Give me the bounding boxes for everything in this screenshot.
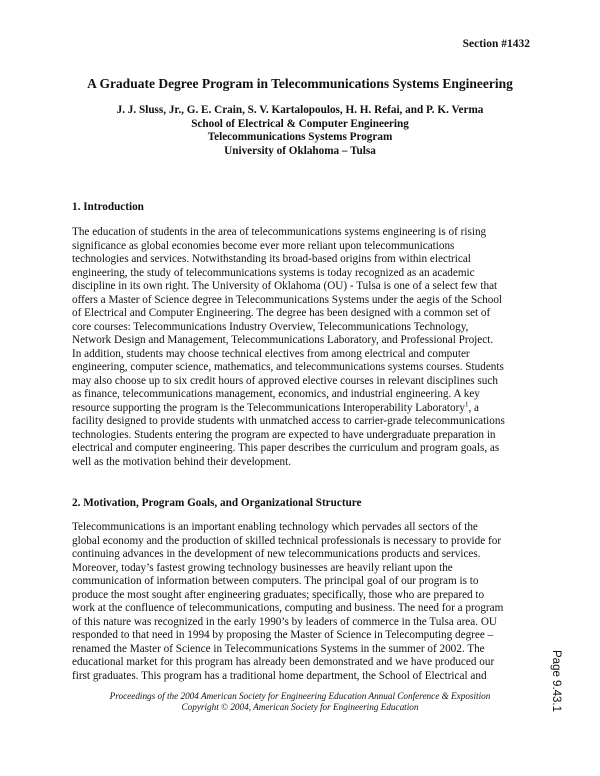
section-heading-introduction: 1. Introduction — [72, 201, 144, 213]
text-line: Network Design and Management, Telecommunications Laboratory, and Professional Project. — [72, 334, 494, 346]
text-line: In addition, students may choose technical electives from among electrical and computer — [72, 347, 470, 360]
affiliation-program: Telecommunications Systems Program — [207, 131, 393, 144]
text-line: continuing advances in the development of new telecommunications products and services. — [72, 548, 481, 560]
text-line: engineering, computer science, mathematics, and telecommunications systems courses. Students — [72, 361, 504, 373]
page-footer — [0, 691, 600, 713]
text-line: core courses: Telecommunications Industry Overview, Telecommunications Technology, — [72, 320, 469, 333]
text-line: Moreover, today’s fastest growing technology businesses are heavily reliant upon the — [72, 561, 453, 574]
text-line: of Electrical and Computer Engineering. The degree has been designed with a common set of — [72, 307, 491, 319]
text-line: of this nature was recognized in the early 1990’s by leaders of commerce in the Tulsa area. OU — [72, 615, 497, 628]
text-line: Telecommunications is an important enabling technology which pervades all sectors of the — [72, 521, 478, 533]
text-line: communication of information between computers. The principal goal of our program is to — [72, 575, 479, 587]
text-line: renamed the Master of Science in Telecommunications Systems in the summer of 2002. The — [72, 642, 485, 655]
author-block — [0, 104, 600, 158]
text-line: produce the most sought after engineering graduates; specifically, those who are prepared to — [72, 588, 485, 601]
text-line: technologies. Students entering the program are expected to have undergraduate preparation in — [72, 428, 496, 441]
section-number: Section #1432 — [462, 38, 530, 50]
text-line: work at the confluence of telecommunications, computing and business. The need for a program — [72, 602, 504, 614]
footer-copyright: Copyright © 2004, American Society for Engineering Education — [181, 702, 419, 712]
text-line-tail: , a — [468, 401, 480, 414]
text-line: offers a Master of Science degree in Telecommunications Systems under the aegis of the School — [72, 293, 503, 306]
footer-proceedings: Proceedings of the 2004 American Society for Engineering Education Annual Conference & Exposition — [109, 691, 491, 701]
text-line: may also choose up to six credit hours of approved elective courses in relevant disciplines such — [72, 374, 498, 387]
text-line: engineering, the study of telecommunications systems is today recognized as an academic — [72, 266, 475, 279]
text-line-with-footnote — [72, 399, 542, 416]
text-line: resource supporting the program is the Telecommunications Interoperability Laboratory — [72, 401, 465, 414]
text-line: significance as global economies become ever more reliant upon telecommunications — [72, 239, 455, 252]
text-line: well as the motivation behind their development. — [72, 455, 292, 468]
text-line: first graduates. This program has a traditional home department, the School of Electrical and — [72, 669, 487, 682]
section-heading-motivation: 2. Motivation, Program Goals, and Organizational Structure — [72, 497, 362, 509]
text-line: electrical and computer engineering. This paper describes the curriculum and program goals, as — [72, 442, 500, 454]
text-line: as finance, telecommunications management, economics, and industrial engineering. A key — [72, 388, 480, 400]
affiliation-school: School of Electrical & Computer Engineering — [191, 117, 409, 130]
text-line: technologies and services. Notwithstanding its broad-based origins from within electrical — [72, 253, 471, 265]
footnote-mark: 1 — [464, 399, 469, 408]
text-line: The education of students in the area of telecommunications systems engineering is of rising — [72, 226, 487, 238]
text-line: educational market for this program has already been demonstrated and we have produced our — [72, 656, 495, 668]
text-line: facility designed to provide students with unmatched access to carrier-grade telecommunications — [72, 415, 505, 427]
motivation-paragraph — [72, 521, 542, 683]
introduction-paragraph — [72, 226, 542, 469]
text-line: responded to that need in 1994 by proposing the Master of Science in Telecomputing degree – — [72, 629, 494, 641]
text-line: discipline in its own right. The University of Oklahoma (OU) - Tulsa is one of a select few that — [72, 280, 498, 292]
authors: J. J. Sluss, Jr., G. E. Crain, S. V. Kartalopoulos, H. H. Refai, and P. K. Verma — [116, 104, 484, 116]
paper-title: A Graduate Degree Program in Telecommunications Systems Engineering — [87, 76, 513, 91]
affiliation-university: University of Oklahoma – Tulsa — [224, 144, 376, 157]
page-number: Page 9.43.1 — [550, 650, 562, 713]
text-line: global economy and the production of skilled technical professionals is necessary to provide for — [72, 534, 502, 547]
